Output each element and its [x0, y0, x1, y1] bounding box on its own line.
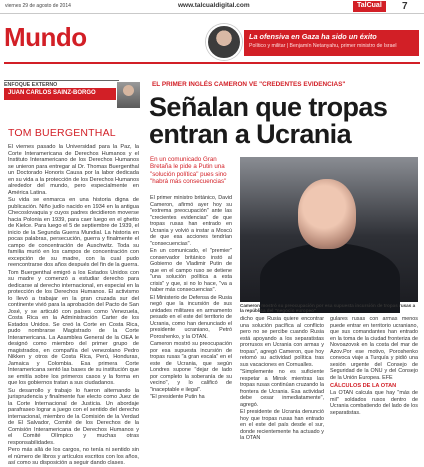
article-subheading: CÁLCULOS DE LA OTAN [330, 383, 397, 389]
column-paragraph: Tom Buergenthal emigró a los Estados Unidos con su madre y comenzó a estudiar derecho para dedicarse al derecho internacional, en especial en la protección de los Derechos Humanos. El activismo lo llevó a trabajar en la gran cruzada sur del continente vivió para la aprobación del Pacto de San José, y se articuló con países como Venezuela, Costa Rica en la Administración Carter de los Estados Unidos. Se creó la Corte en Costa Rica, pudo nombrarse Magistrado de la Corte Interamericana. La Asamblea General de la OEA le designó como miembro del primer grupo de magistrados, en compañía del venezolano Pedro Nikken y otros de Costa Rica, Perú, Honduras, Jamaica y Colombia. Esa primera Corte Interamericana sentó las bases de su institución que se emitía sobre los primeros casos y la forma en que los gobiernos tratan a sus ciudadanos. [8, 269, 139, 386]
article-headline: Señalan que tropas entran a Ucrania [149, 92, 388, 149]
article-paragraph: "El presidente Putin ha [150, 394, 205, 400]
article-column-3 [330, 316, 418, 443]
page-number: 7 [402, 1, 408, 12]
teaser-portrait [206, 24, 242, 60]
column-body [8, 144, 139, 466]
article-paragraph: El presidente de Ucrania denunció hoy que tropas rusas han entrado en el este del país desde el sur, donde recientemente ha actuado y la OTAN [240, 409, 324, 441]
article-paragraph: El Ministerio de Defensa de Rusia negó que la incursión de sus unidades militares en armamento pesado en el este del territorio de Ucrania, como han denunciado el presidente ucraniano, Petró Poroshenko, y la OTAN. [150, 294, 232, 340]
article-column-2 [240, 316, 324, 443]
page-top-strip [0, 0, 424, 14]
article-paragraph: La OTAN calcula que hay "más de mil" soldados rusos dentro de Ucrania combatiendo del lado de los separatistas. [330, 390, 418, 416]
section-title: Mundo [4, 22, 87, 52]
lede-text: En un comunicado Gran Bretaña le pide a Putin una "solución política" pues sino "habrá más consecuencias" [150, 156, 227, 186]
teaser-title: La ofensiva en Gaza ha sido un éxito [249, 32, 377, 41]
columnist-photo [117, 82, 140, 108]
column-label: ENFOQUE EXTERNO [4, 80, 119, 88]
column-paragraph: Su vida se enmarca en una historia digna de publicación. Niño judío nacido en 1934 en la antigua Checoslovaquia y cuyos padres decidieron moverse hacia Polonia en 1939, para caer luego en el ghetto de Kielce. Para luego el 5 de septiembre de 1939, el inicio de la Segunda Guerra Mundial. La historia en pocas palabras, persecución, guerra y finalmente el campo de concentración de Auschwitz. Toda su familia murió en los campos de concentración con excepción de su madre, con la cual pudo reencontrarse dos años después del fin de la guerra. [8, 197, 139, 268]
article-paragraph: En un comunicado, el "premier" conservador británico instó al Gobierno de Vladimir Putin de que en el campo ruso se detiene "una solución política a esta crisis" y que, si no lo hace, "va a haber más consecuencias". [150, 248, 232, 293]
teaser-subtitle: Político y militar | Benjamín Netanyahu, primer ministro de Israel [249, 43, 397, 49]
column-paragraph: El viernes pasado la Universidad para la Paz, la Corte Interamericana de Derechos Humanos y el Instituto Interamericano de los Derechos Humanos se unieron para entregar al Dr. Thomas Buergenthal un Doctorado Honoris Causa por la labor dedicada en su vida a la protección de los Derechos Humanos alrededor del mundo, pero especialmente en América Latina. [8, 144, 139, 196]
article-paragraph: Cameron mostró su preocupación por esa supuesta incursión de tropas rusas "a gran escala" en el este de Ucrania, que según Londres supone "dejar de lado por completo la soberanía de su vecino", y lo calificó de "inaceptable e ilegal". [150, 341, 232, 393]
photo-caption: Cameron mostró su preocupación por esa supuesta incursión de tropas rusas a la república del "negocio europeo" [240, 303, 416, 314]
article-paragraph: El primer ministro británico, David Cameron, afirmó ayer hoy su "extrema preocupación" ante las "crecientes evidencias" de que tropas rusas han entrado en Ucrania y volvió a instar a Moscú de que esa acciones tendrían "consecuencias". [150, 195, 232, 247]
article-kicker: EL PRIMER INGLÉS CAMERON VE "CREDENTES EVIDENCIAS" [152, 81, 346, 88]
teaser-banner[interactable] [244, 30, 419, 56]
column-heading: TOM BUERGENTHAL [8, 127, 116, 139]
site-url[interactable]: www.talcualdigital.com [178, 2, 250, 9]
column-series: JUAN CARLOS SAINZ-BORGO [4, 88, 116, 100]
newspaper-logo: TalCual [353, 1, 386, 12]
article-photo [240, 157, 418, 302]
article-paragraph: dicho que Rusia quiere encontrar una solución pacífica al conflicto pero no se percibe cuando Rusia está apoyando a los separatistas prorrusos en Ucrania con armas y tropas", agregó Cameron, que hoy retomó su actividad política tras sus vacaciones en Cornualles. [240, 316, 324, 368]
column-paragraph: Pero más allá de los cargos, no tenía ni sentido sin el número de libros y artículos escritos con los años, así como su disposición a seguir dando clases. [8, 447, 139, 466]
article-lede [150, 156, 230, 186]
article-paragraph: gulares rusas con armas menos puede entrar en territorio ucraniano, que sus comandantes han entrado en la toma de la ciudad fronteriza de Novoazovsk en la costa del mar de Azov.Por ese motivo, Poroshenko convoca viaje a Turquía y pidió una sesión urgente del Consejo de Seguridad de la ONU y del Consejo de la Unión Europea. EFE [330, 316, 418, 381]
issue-date: viernes 29 de agosto de 2014 [5, 3, 71, 9]
section-rule [4, 62, 420, 64]
article-paragraph: "Simplemente no es suficiente respetar a Minsk mientras las tropas rusas continúan cruzando la frontera de Ucrania. Esa actividad debe cesar inmediatamente", agregó. [240, 369, 324, 408]
column-paragraph: Su desarrollo y trabajo lo fueron alternando la jurisprudencia y finalmente fue electo como Juez de la Corte Internacional de Justicia. Un abordaje parafraseo lograr a juego con el sentido del derecho internacional, miembro de la Comisión de la Verdad de El Salvador, Comité de los Derechos de la Comisión Interamericana de Derechos Humanos y el Comité Olímpico y muchas otras responsabilidades. [8, 387, 139, 446]
article-column-1 [150, 195, 232, 443]
photo-figure-face [298, 179, 356, 249]
